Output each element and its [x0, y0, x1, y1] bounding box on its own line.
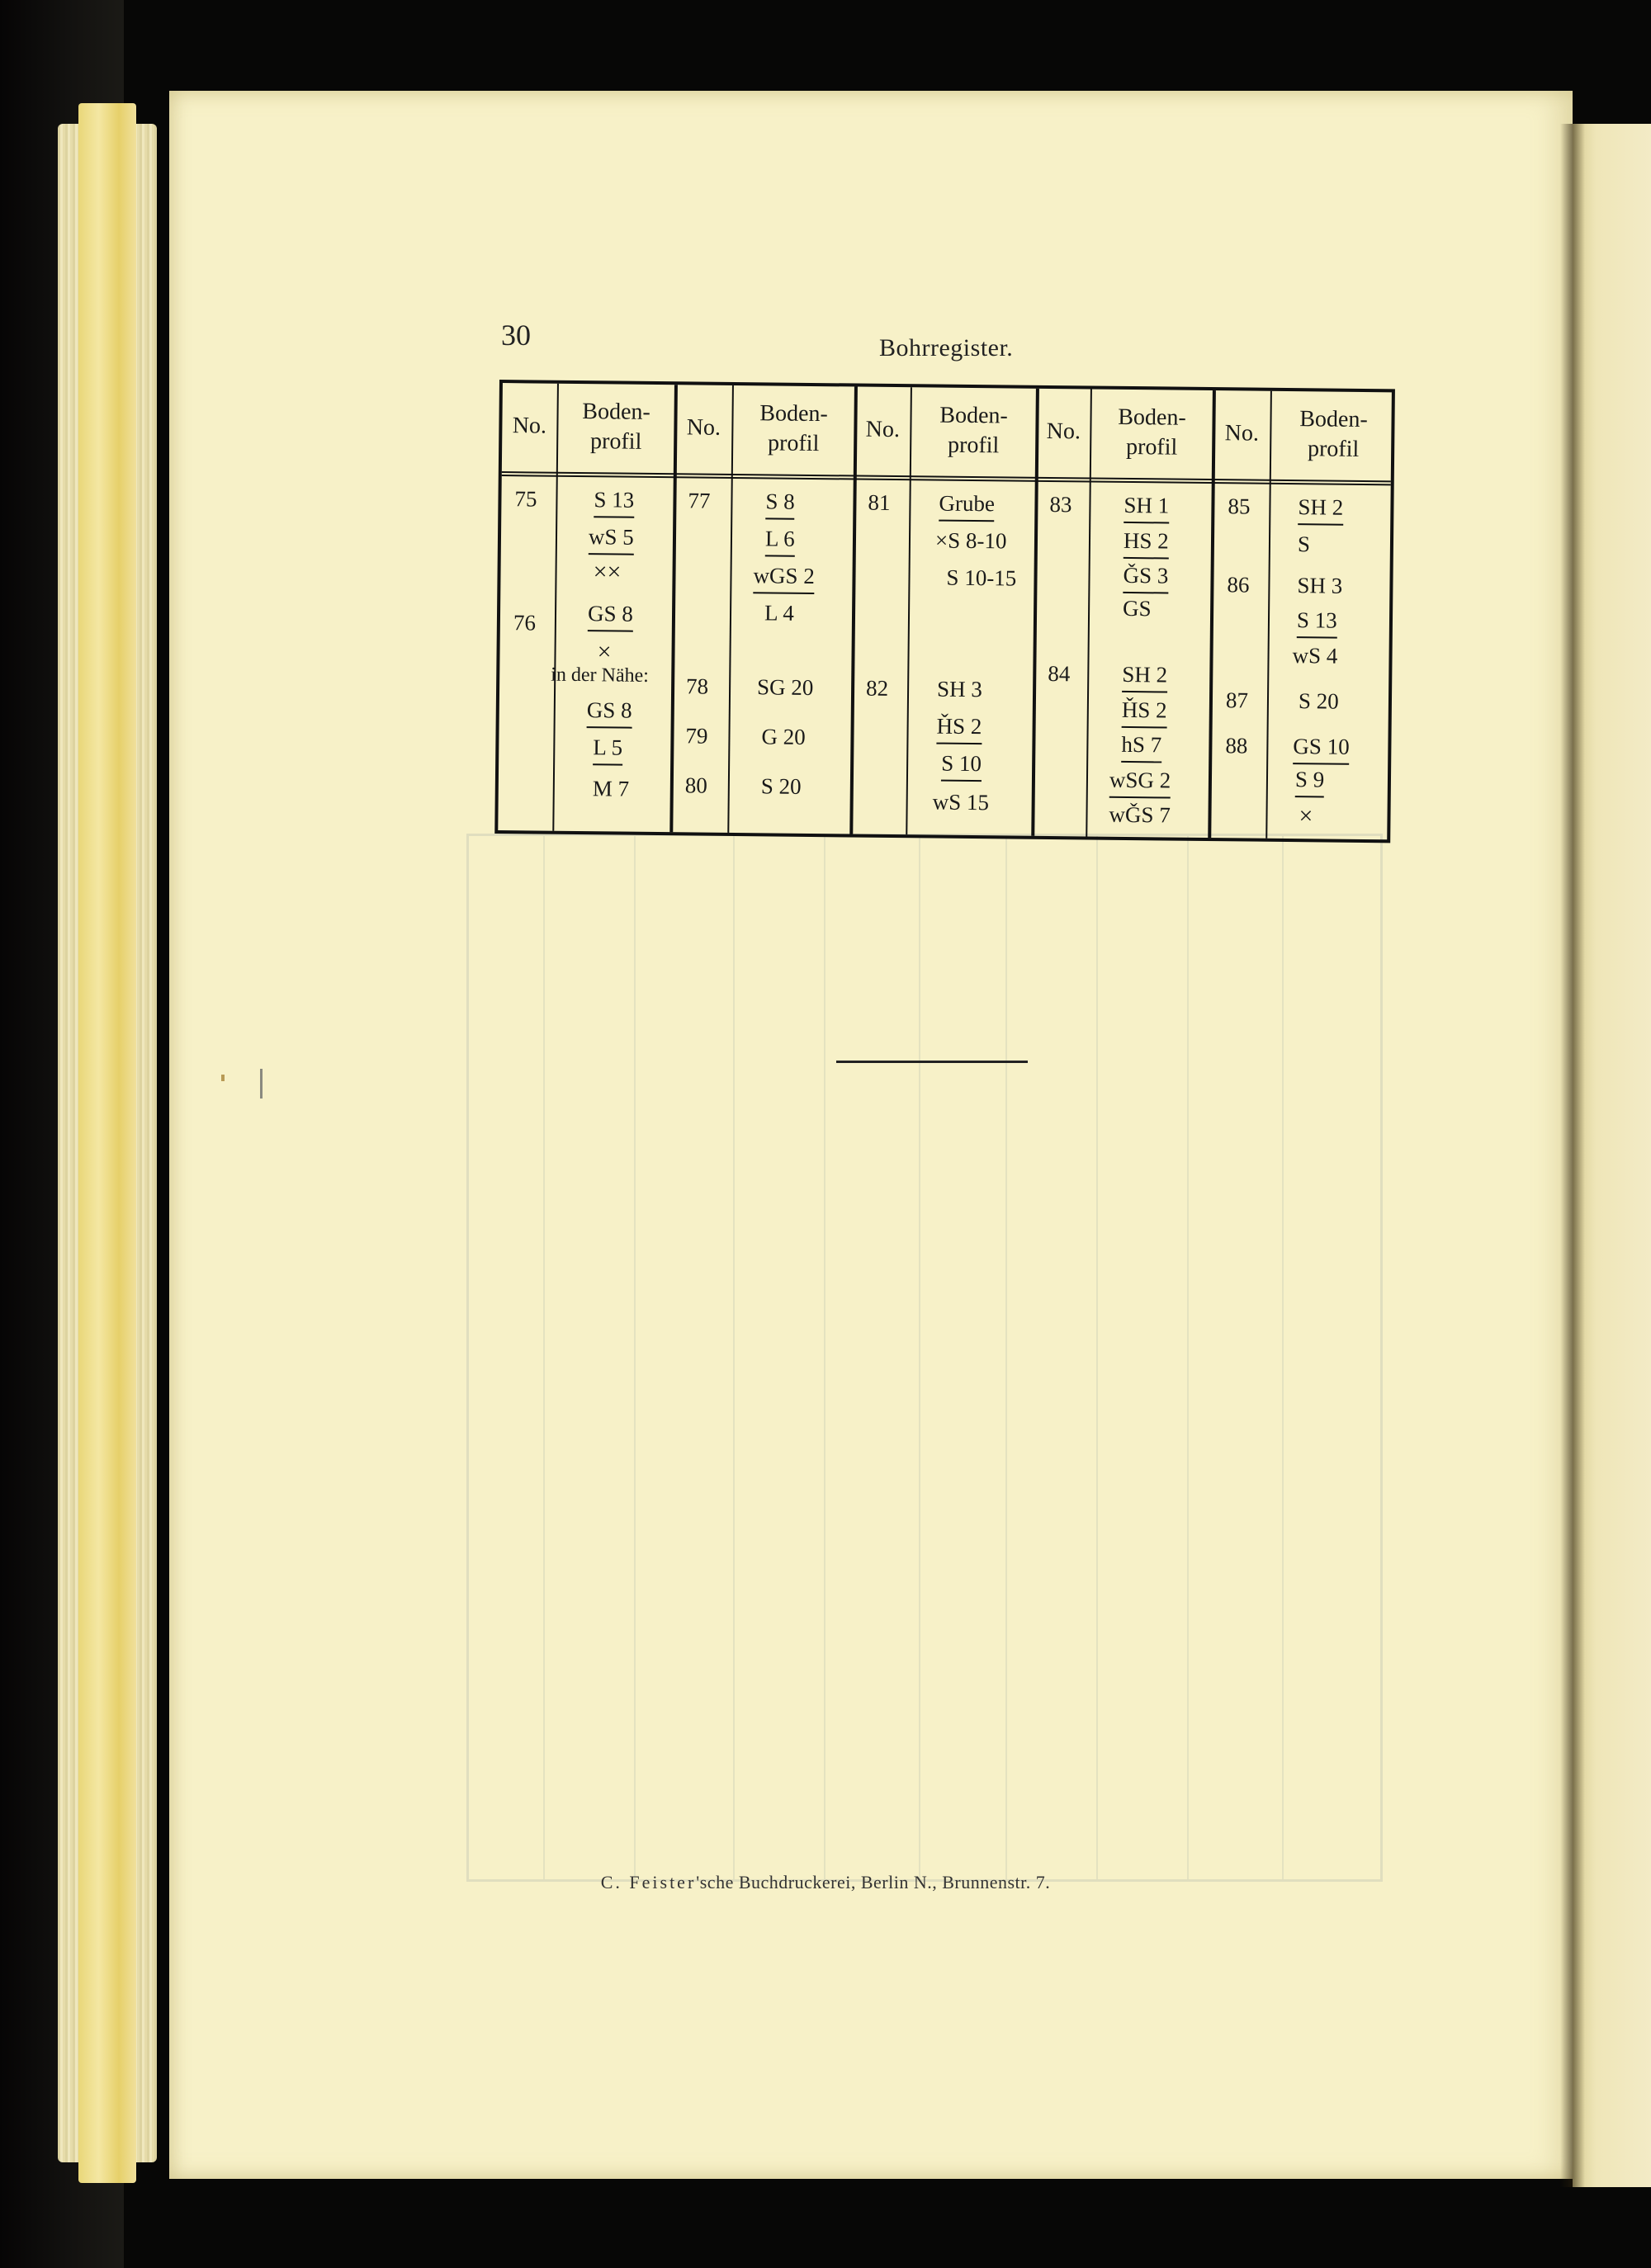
header-no: No. — [865, 416, 901, 442]
profile-entry: S 10-15 — [946, 565, 1017, 591]
bore-number: 84 — [1048, 660, 1071, 687]
bore-number: 75 — [514, 486, 537, 512]
profile-entry: S 20 — [1298, 688, 1339, 714]
profile-entry: × — [597, 638, 612, 666]
profile-entry: ×× — [593, 558, 622, 586]
bore-number: 83 — [1049, 491, 1072, 517]
header-profile: Boden- profil — [939, 402, 1008, 459]
bore-number: 86 — [1227, 572, 1250, 598]
profile-entry: wS 15 — [932, 789, 990, 815]
profile-entry: wǦS 7 — [1109, 801, 1171, 828]
printer-imprint: C. Feister'sche Buchdruckerei, Berlin N., Brunnenstr. 7. — [600, 1872, 1051, 1892]
profile-entry: S — [1297, 532, 1311, 557]
ink-speck — [221, 1075, 225, 1081]
gilded-edge — [78, 103, 136, 2183]
profile-entry: ×S 8-10 — [934, 527, 1007, 554]
bore-number: 81 — [868, 489, 891, 515]
bore-number: 76 — [513, 610, 537, 636]
profile-entry: ȞS 2 — [936, 714, 982, 745]
profile-entry: S 20 — [760, 773, 802, 799]
profile-entry: SG 20 — [756, 674, 814, 701]
bore-number: 80 — [684, 773, 708, 798]
bore-number: 79 — [685, 723, 708, 749]
profile-entry: GS — [1122, 595, 1152, 621]
bore-number: 85 — [1228, 494, 1251, 519]
profile-entry: wS 4 — [1292, 643, 1338, 669]
profile-entry: wGS 2 — [753, 563, 815, 594]
profile-entry: Grube — [939, 491, 995, 522]
profile-entry: SH 3 — [1297, 573, 1343, 598]
bore-number: 88 — [1225, 733, 1248, 758]
header-profile: Boden- profil — [582, 398, 650, 455]
header-profile: Boden- profil — [1118, 404, 1186, 461]
profile-entry: L 6 — [765, 526, 795, 556]
profile-entry: S 10 — [941, 751, 982, 782]
near-label: in der Nähe: — [551, 664, 650, 687]
profile-entry: S 13 — [594, 487, 634, 518]
profile-entry: S 9 — [1295, 767, 1325, 797]
profile-entry: M 7 — [592, 776, 630, 801]
profile-entry: GS 8 — [587, 697, 632, 729]
page-number: 30 — [501, 319, 531, 352]
profile-entry: L 5 — [593, 735, 622, 765]
profile-entry: G 20 — [761, 724, 806, 749]
profile-entry: GS 8 — [588, 601, 633, 632]
header-no: No. — [512, 412, 547, 439]
header-profile: Boden- profil — [1299, 405, 1368, 462]
bore-number: 82 — [865, 675, 889, 701]
profile-entry: wS 5 — [589, 524, 634, 555]
header-no: No. — [686, 414, 721, 441]
profile-entry: ȞS 2 — [1122, 697, 1167, 729]
bore-number: 78 — [685, 673, 709, 699]
profile-entry: GS 10 — [1293, 734, 1350, 765]
profile-entry: SH 3 — [936, 676, 983, 702]
running-title: Bohrregister. — [879, 334, 1014, 361]
header-no: No. — [1046, 418, 1081, 445]
profile-entry: SH 1 — [1124, 493, 1169, 524]
profile-entry: HS 2 — [1124, 528, 1169, 560]
profile-entry: S 8 — [765, 489, 795, 519]
bore-register-table — [494, 380, 1395, 843]
header-profile: Boden- profil — [759, 399, 828, 457]
show-through-table — [466, 834, 1383, 1882]
profile-entry: ǦS 3 — [1123, 563, 1168, 594]
end-rule — [836, 1061, 1028, 1063]
bore-number: 77 — [688, 488, 711, 513]
pencil-mark — [260, 1069, 263, 1099]
profile-entry: S 13 — [1297, 607, 1337, 639]
profile-entry: hS 7 — [1121, 732, 1161, 763]
profile-entry: × — [1299, 802, 1313, 830]
profile-entry: SH 2 — [1122, 662, 1167, 693]
bore-number: 87 — [1225, 687, 1249, 713]
profile-entry: wSG 2 — [1109, 768, 1171, 799]
profile-entry: SH 2 — [1298, 494, 1343, 526]
profile-entry: L 4 — [764, 600, 794, 626]
header-no: No. — [1224, 420, 1260, 447]
